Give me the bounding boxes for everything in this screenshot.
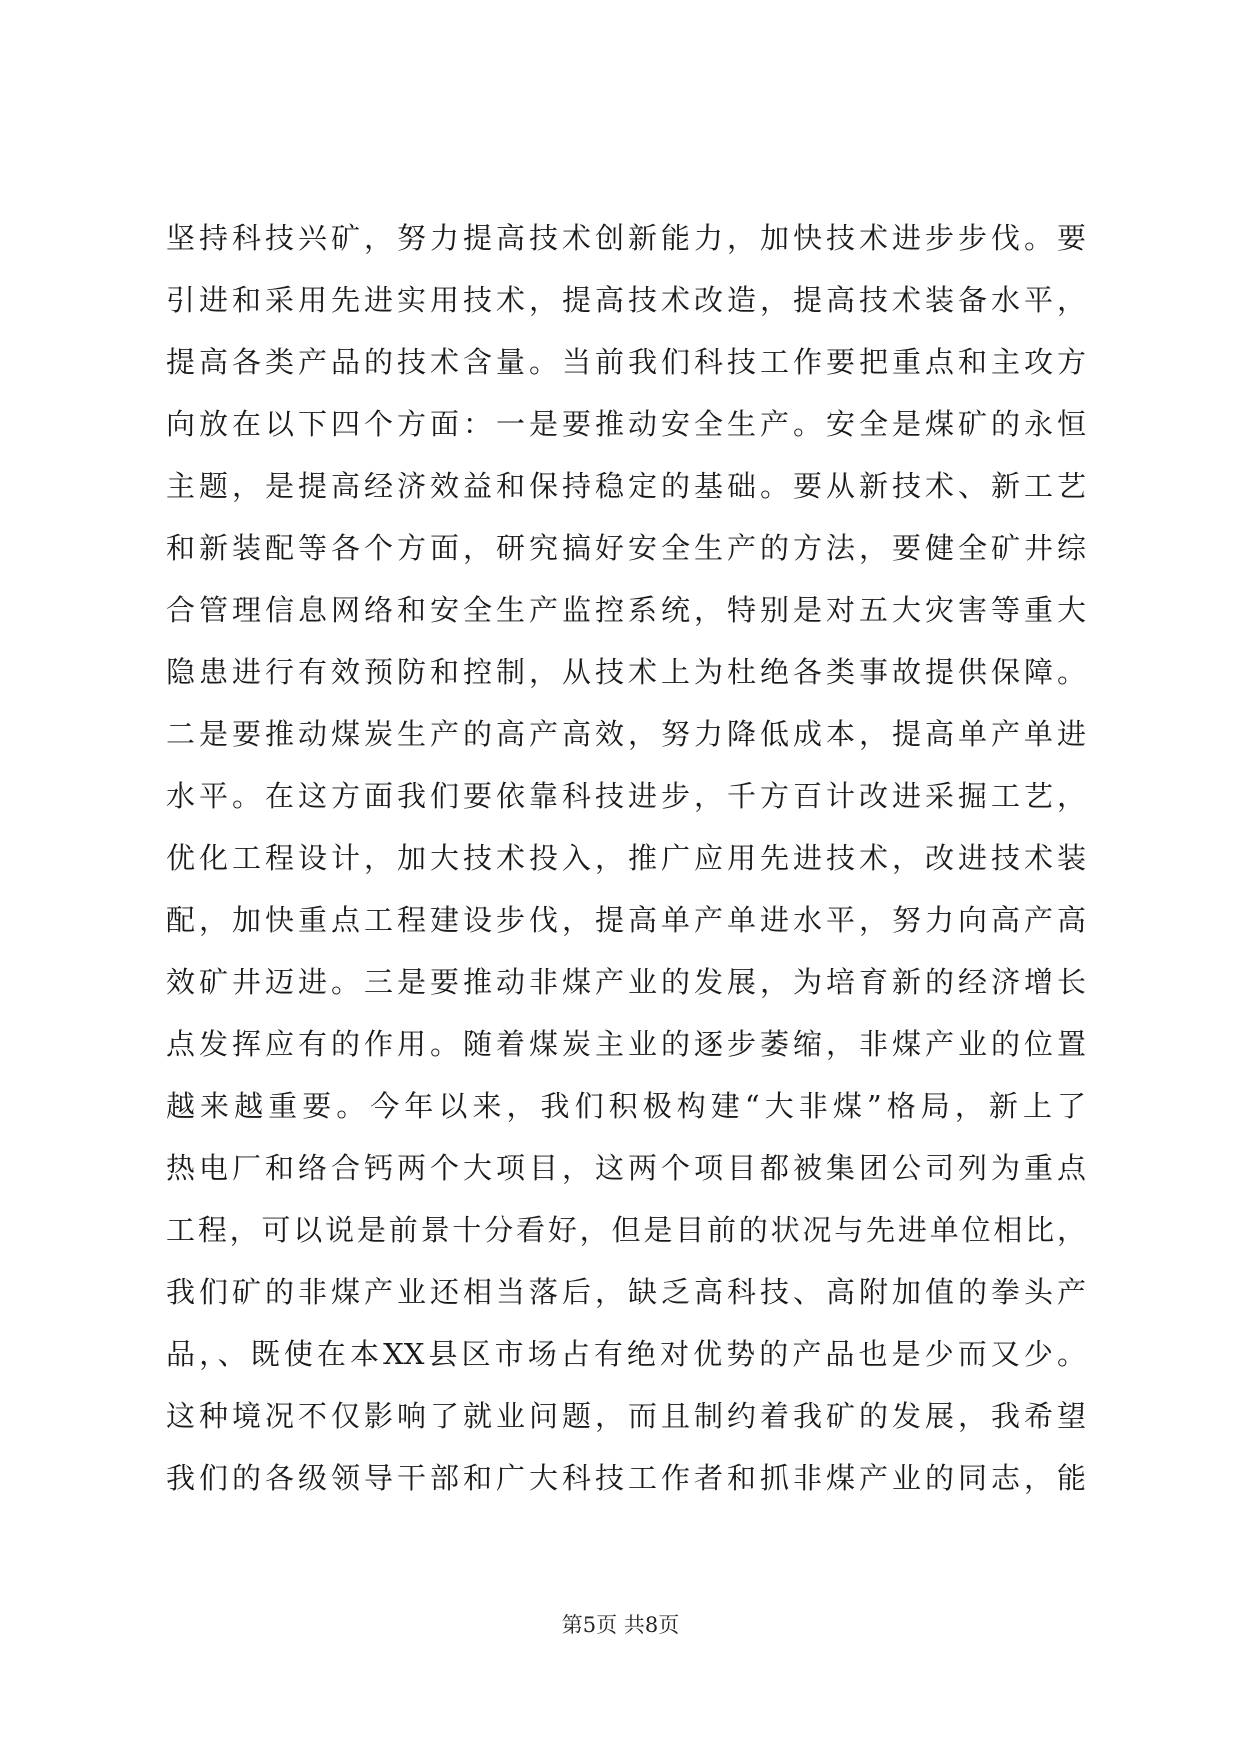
page-number-footer: 第5页 共8页 [561, 1613, 680, 1637]
text-line-1: 坚持科技兴矿，努力提高技术创新能力，加快技术进步步伐。要 [166, 221, 1086, 255]
text-line-5: 主题，是提高经济效益和保持稳定的基础。要从新技术、新工艺 [166, 469, 1086, 503]
text-line-4: 向放在以下四个方面：一是要推动安全生产。安全是煤矿的永恒 [166, 407, 1086, 441]
text-line-3: 提高各类产品的技术含量。当前我们科技工作要把重点和主攻方 [166, 345, 1086, 379]
body-paragraph [166, 207, 1086, 1509]
text-line-11: 优化工程设计，加大技术投入，推广应用先进技术，改进技术装 [166, 841, 1086, 875]
text-line-14: 点发挥应有的作用。随着煤炭主业的逐步萎缩，非煤产业的位置 [166, 1027, 1086, 1061]
text-line-18: 我们矿的非煤产业还相当落后，缺乏高科技、高附加值的拳头产 [166, 1275, 1086, 1309]
text-line-8: 隐患进行有效预防和控制，从技术上为杜绝各类事故提供保障。 [166, 655, 1086, 689]
text-line-6: 和新装配等各个方面，研究搞好安全生产的方法，要健全矿井综 [166, 531, 1086, 565]
text-line-10: 水平。在这方面我们要依靠科技进步，千方百计改进采掘工艺， [166, 779, 1086, 813]
text-line-20: 这种境况不仅影响了就业问题，而且制约着我矿的发展，我希望 [166, 1399, 1086, 1433]
text-line-21: 我们的各级领导干部和广大科技工作者和抓非煤产业的同志，能 [166, 1461, 1086, 1495]
text-line-9: 二是要推动煤炭生产的高产高效，努力降低成本，提高单产单进 [166, 717, 1086, 751]
text-line-19: 品，、既使在本XX县区市场占有绝对优势的产品也是少而又少。 [166, 1337, 1086, 1371]
text-line-12: 配，加快重点工程建设步伐，提高单产单进水平，努力向高产高 [166, 903, 1086, 937]
text-line-17: 工程，可以说是前景十分看好，但是目前的状况与先进单位相比， [166, 1213, 1086, 1247]
text-line-16: 热电厂和络合钙两个大项目，这两个项目都被集团公司列为重点 [166, 1151, 1086, 1185]
text-line-2: 引进和采用先进实用技术，提高技术改造，提高技术装备水平， [166, 283, 1086, 317]
text-line-7: 合管理信息网络和安全生产监控系统，特别是对五大灾害等重大 [166, 593, 1086, 627]
text-line-15: 越来越重要。今年以来，我们积极构建“大非煤”格局，新上了 [166, 1089, 1086, 1123]
text-line-13: 效矿井迈进。三是要推动非煤产业的发展，为培育新的经济增长 [166, 965, 1086, 999]
